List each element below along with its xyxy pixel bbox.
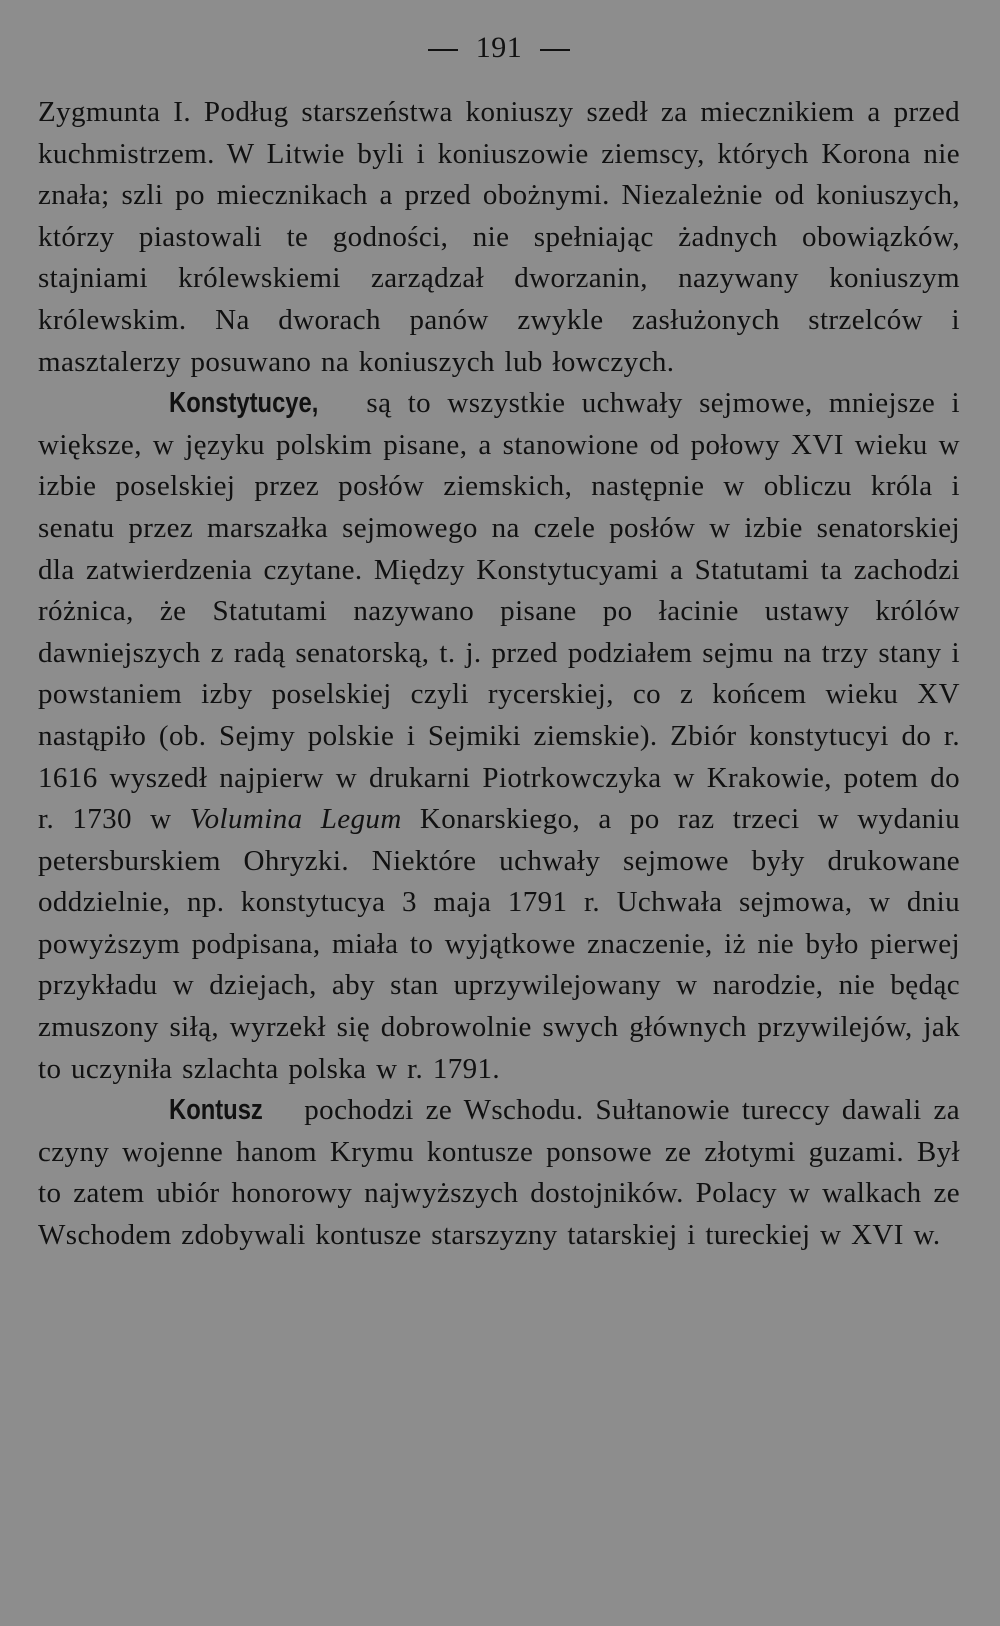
paragraph-koniuszy-continued <box>38 92 960 383</box>
page-number <box>38 28 960 68</box>
entry-text-part-2: Konarskiego, a po raz trzeci w wydaniu petersburskiem Ohryzki. Niektóre uchwały sejmowe były drukowane oddzielnie, np. konstytucya 3 maja 1791 r. Uchwała sejmowa, w dniu powyższym podpisana, miała to wyjątkowe znaczenie, iż nie było pierwej przykładu w dziejach, aby stan uprzywilejowany w narodzie, nie będąc zmuszony siłą, wyrzekł się dobrowolnie swych głównych przywilejów, jak to uczyniła szlachta polska w r. 1791. <box>38 803 961 1085</box>
entry-text-part-1: są to wszystkie uchwały sejmowe, mniejsze i większe, w języku polskim pisane, a stanowione od połowy XVI wieku w izbie poselskiej przez posłów ziemskich, następnie w obliczu króla i senatu przez marszałka sejmowego na czele posłów w izbie senatorskiej dla zatwierdzenia czytane. Między Konstytucyami a Statutami ta zachodzi różnica, że Statutami nazywano pisane po łacinie ustawy królów dawniejszych z radą senatorską, t. j. przed podziałem sejmu na trzy stany i powstaniem izby poselskiej czyli rycerskiej, co z końcem wieku XV nastąpiło (ob. Sejmy polskie i Sejmiki ziemskie). Zbiór konstytucyi do r. 1616 wyszedł najpierw w drukarni Piotrkowczyka w Krakowie, potem do r. 1730 w <box>38 387 960 836</box>
dash-left <box>428 49 458 51</box>
paragraph-text: Zygmunta I. Podług starszeństwa koniuszy szedł za miecznikiem a przed kuchmistrzem. W Litwie byli i koniuszowie ziemscy, których Korona nie znała; szli po miecznikach a przed obożnymi. Niezależnie od koniuszych, którzy piastowali te godności, nie spełniając żadnych obowiązków, stajniami królewskiemi zarządzał dworzanin, nazywany koniuszym królewskim. Na dworach panów zwykle zasłużonych strzelców i masztalerzy posuwano na koniuszych lub łowczych. <box>38 96 960 378</box>
entry-kontusz <box>38 1090 960 1256</box>
dash-right <box>540 49 570 51</box>
book-title-italic: Volumina Legum <box>189 803 402 836</box>
page-number-value: 191 <box>475 31 523 64</box>
entry-konstytucye <box>38 383 960 1090</box>
headword-kontusz: Kontusz <box>169 1094 263 1127</box>
entry-text: pochodzi ze Wschodu. Sułtanowie tureccy dawali za czyny wojenne hanom Krymu kontusze ponsowe ze złotymi guzami. Był to zatem ubiór honorowy najwyższych dostojników. Polacy w walkach ze Wschodem zdobywali kontusze starszyzny tatarskiej i tureckiej w XVI w. <box>38 1094 960 1252</box>
headword-konstytucye: Konstytucye, <box>169 387 319 420</box>
